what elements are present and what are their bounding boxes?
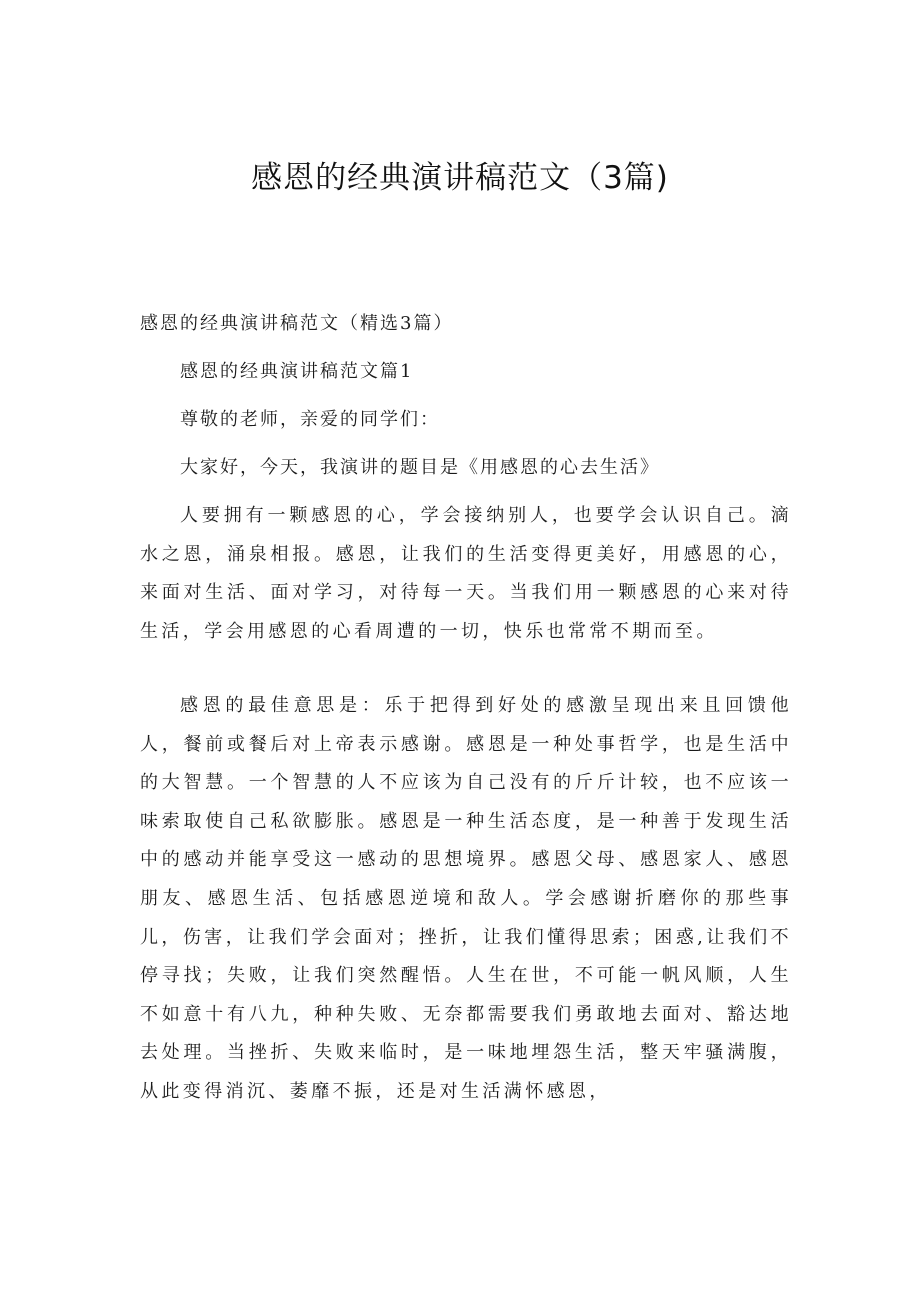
- document-title: 感恩的经典演讲稿范文（3篇): [251, 160, 669, 196]
- section-heading: 感恩的经典演讲稿范文篇1: [180, 361, 414, 382]
- body-paragraph-2: 感恩的最佳意思是：乐于把得到好处的感激呈现出来且回馈他人，餐前或餐后对上帝表示感谢。感恩是一种处事哲学，也是生活中的大智慧。一个智慧的人不应该为自己没有的斤斤计较，也不应该一味索取使自己私欲膨胀。感恩是一种生活态度，是一种善于发现生活中的感动并能享受这一感动的思想境界。感恩父母、感恩家人、感恩朋友、感恩生活、包括感恩逆境和敌人。学会感谢折磨你的那些事儿，伤害，让我们学会面对；挫折，让我们懂得思索；困惑,让我们不停寻找；失败，让我们突然醒悟。人生在世，不可能一帆风顺，人生不如意十有八九，种种失败、无奈都需要我们勇敢地去面对、豁达地去处理。当挫折、失败来临时，是一味地埋怨生活，整天牢骚满腹，从此变得消沉、萎靡不振，还是对生活满怀感恩，: [140, 695, 792, 1102]
- salutation: 尊敬的老师，亲爱的同学们：: [180, 409, 440, 430]
- body-paragraph-1: 人要拥有一颗感恩的心，学会接纳别人，也要学会认识自己。滴水之恩，涌泉相报。感恩，让我们的生活变得更美好，用感恩的心，来面对生活、面对学习，对待每一天。当我们用一颗感恩的心来对待生活，学会用感恩的心看周遭的一切，快乐也常常不期而至。: [140, 505, 792, 642]
- opening-line: 大家好，今天，我演讲的题目是《用感恩的心去生活》: [180, 457, 660, 478]
- document-subtitle: 感恩的经典演讲稿范文（精选3篇）: [140, 313, 454, 334]
